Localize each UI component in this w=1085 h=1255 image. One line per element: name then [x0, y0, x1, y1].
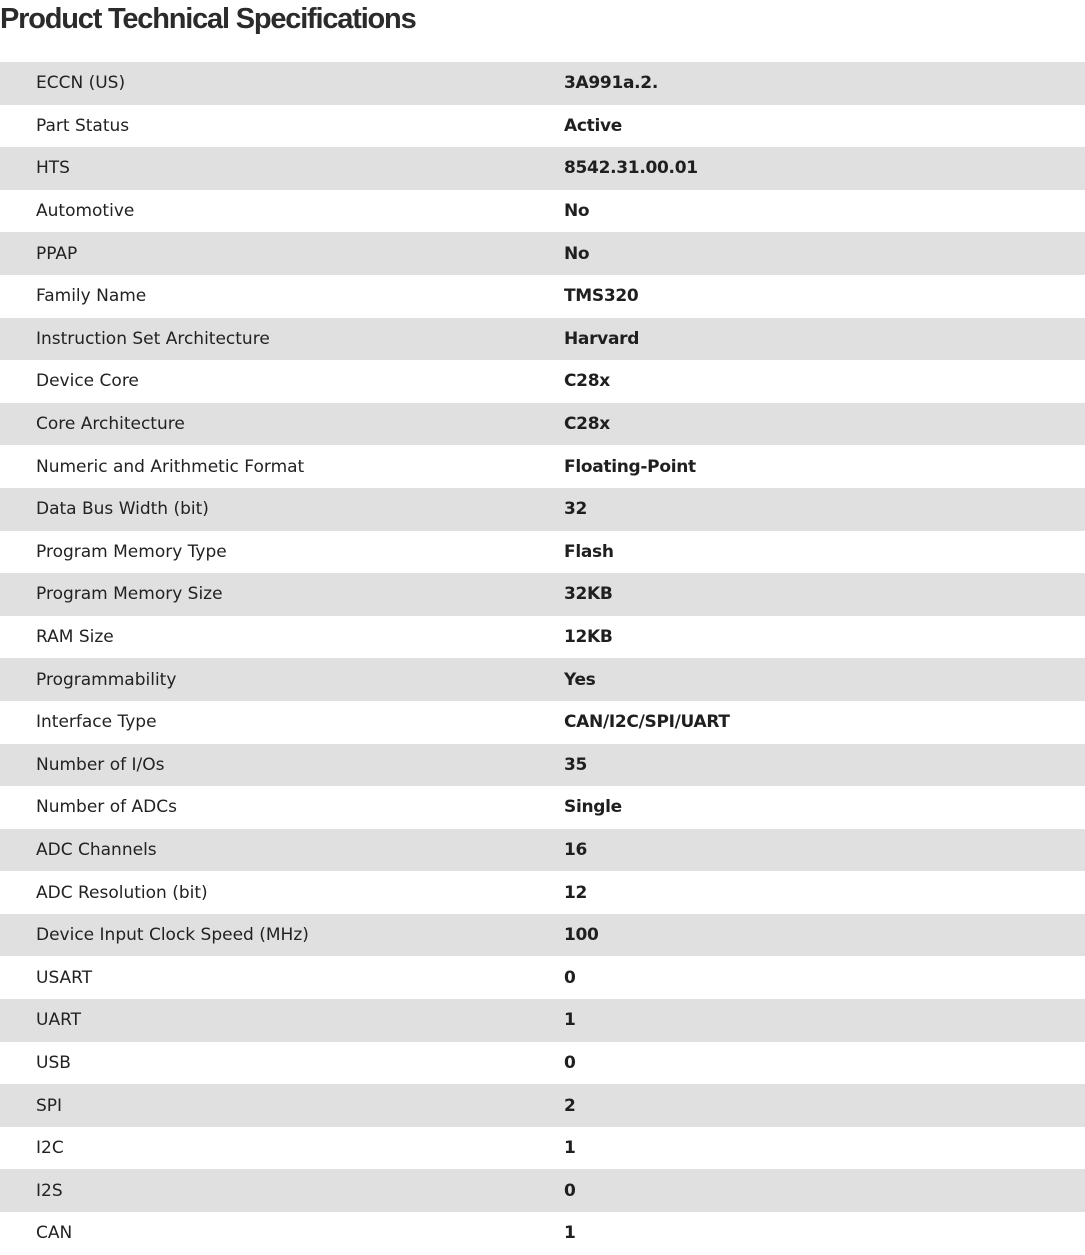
spec-value: 3A991a.2.: [564, 62, 1085, 105]
spec-value: 16: [564, 829, 1085, 872]
table-row: [0, 956, 1085, 999]
spec-label: CAN: [0, 1212, 564, 1255]
table-row: [0, 232, 1085, 275]
spec-label: USART: [0, 956, 564, 999]
spec-value: TMS320: [564, 275, 1085, 318]
table-row: [0, 1042, 1085, 1085]
spec-value: No: [564, 190, 1085, 233]
spec-value: Single: [564, 786, 1085, 829]
spec-label: Numeric and Arithmetic Format: [0, 445, 564, 488]
table-row: [0, 62, 1085, 105]
table-row: [0, 999, 1085, 1042]
spec-value: CAN/I2C/SPI/UART: [564, 701, 1085, 744]
spec-value: 32: [564, 488, 1085, 531]
spec-label: Instruction Set Architecture: [0, 318, 564, 361]
spec-value: 100: [564, 914, 1085, 957]
spec-value: C28x: [564, 360, 1085, 403]
table-row: [0, 1084, 1085, 1127]
table-row: [0, 105, 1085, 148]
table-row: [0, 616, 1085, 659]
spec-value: 2: [564, 1084, 1085, 1127]
table-row: [0, 744, 1085, 787]
spec-label: Interface Type: [0, 701, 564, 744]
table-row: [0, 360, 1085, 403]
table-row: [0, 914, 1085, 957]
spec-label: ADC Channels: [0, 829, 564, 872]
spec-label: Number of ADCs: [0, 786, 564, 829]
spec-label: Programmability: [0, 658, 564, 701]
table-row: [0, 445, 1085, 488]
spec-value: 12: [564, 871, 1085, 914]
spec-value: Flash: [564, 531, 1085, 574]
table-row: [0, 701, 1085, 744]
table-row: [0, 1127, 1085, 1170]
spec-label: Data Bus Width (bit): [0, 488, 564, 531]
table-row: [0, 488, 1085, 531]
spec-label: Program Memory Size: [0, 573, 564, 616]
spec-value: 12KB: [564, 616, 1085, 659]
spec-value: 0: [564, 1042, 1085, 1085]
spec-label: Device Core: [0, 360, 564, 403]
spec-value: 1: [564, 1127, 1085, 1170]
spec-value: 8542.31.00.01: [564, 147, 1085, 190]
spec-label: ECCN (US): [0, 62, 564, 105]
table-row: [0, 531, 1085, 574]
table-row: [0, 658, 1085, 701]
spec-value: 1: [564, 1212, 1085, 1255]
table-row: [0, 318, 1085, 361]
table-row: [0, 871, 1085, 914]
spec-table-body: [0, 62, 1085, 1255]
spec-value: 35: [564, 744, 1085, 787]
spec-label: Part Status: [0, 105, 564, 148]
spec-label: USB: [0, 1042, 564, 1085]
spec-value: Harvard: [564, 318, 1085, 361]
table-row: [0, 403, 1085, 446]
table-row: [0, 147, 1085, 190]
spec-value: C28x: [564, 403, 1085, 446]
spec-value: 32KB: [564, 573, 1085, 616]
spec-label: Program Memory Type: [0, 531, 564, 574]
spec-value: Yes: [564, 658, 1085, 701]
spec-label: I2S: [0, 1169, 564, 1212]
spec-label: HTS: [0, 147, 564, 190]
table-row: [0, 573, 1085, 616]
spec-label: Core Architecture: [0, 403, 564, 446]
table-row: [0, 786, 1085, 829]
spec-value: 0: [564, 956, 1085, 999]
spec-value: Active: [564, 105, 1085, 148]
spec-value: 0: [564, 1169, 1085, 1212]
page-title: Product Technical Specifications: [0, 3, 416, 35]
spec-label: I2C: [0, 1127, 564, 1170]
spec-label: Number of I/Os: [0, 744, 564, 787]
spec-value: 1: [564, 999, 1085, 1042]
spec-label: PPAP: [0, 232, 564, 275]
spec-value: Floating-Point: [564, 445, 1085, 488]
spec-label: SPI: [0, 1084, 564, 1127]
spec-label: Automotive: [0, 190, 564, 233]
table-row: [0, 190, 1085, 233]
table-row: [0, 1212, 1085, 1255]
table-row: [0, 829, 1085, 872]
spec-label: Family Name: [0, 275, 564, 318]
spec-label: Device Input Clock Speed (MHz): [0, 914, 564, 957]
spec-label: RAM Size: [0, 616, 564, 659]
spec-table: [0, 62, 1085, 1255]
spec-label: UART: [0, 999, 564, 1042]
table-row: [0, 275, 1085, 318]
table-row: [0, 1169, 1085, 1212]
spec-label: ADC Resolution (bit): [0, 871, 564, 914]
spec-value: No: [564, 232, 1085, 275]
